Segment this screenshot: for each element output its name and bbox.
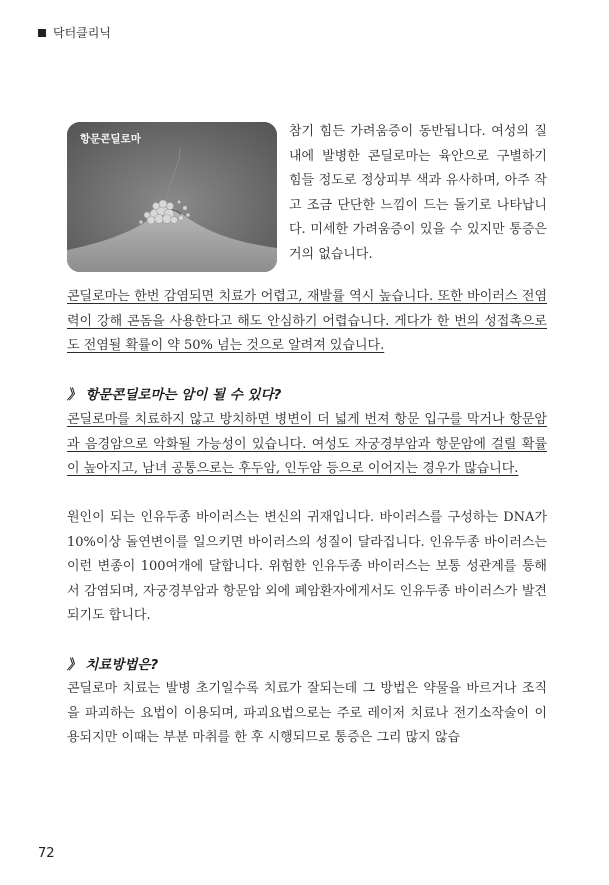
running-header (38, 24, 111, 41)
hpv-variant-paragraph: 원인이 되는 인유두종 바이러스는 변신의 귀재입니다. 바이러스를 구성하는 DNA가 10%이상 돌연변이를 일으키면 바이러스의 성질이 달라집니다. 인유두종 바이러스는 이런 변종이 100여개에 달합니다. 위험한 인유두종 바이러스는 보통 성관계를 통해서 감염되며, 자궁경부암과 항문암 외에 폐암환자에게서도 인유두종 바이러스가 발견되기도 합니다. (67, 510, 547, 623)
treatment-paragraph: 콘딜로마 치료는 발병 초기일수록 치료가 잘되는데 그 방법은 약물을 바르거나 조직을 파괴하는 요법이 이용되며, 파괴요법으로는 주로 레이저 치료나 전기소작술이 이용되지만 이때는 부분 마취를 한 후 시행되므로 통증은 그리 많지 않습 (67, 681, 547, 745)
recurrence-paragraph: 콘딜로마는 한번 감염되면 치료가 어렵고, 재발률 역시 높습니다. 또한 바이러스 전염력이 강해 콘돔을 사용한다고 해도 안심하기 어렵습니다. 게다가 한 번의 성접촉으로도 전염될 확률이 약 50% 넘는 것으로 알려져 있습니다. (67, 289, 547, 353)
page-number: 72 (38, 846, 55, 861)
section-heading-treatment: 》 치료방법은? (67, 657, 159, 673)
running-header-title: 닥터클리닉 (53, 26, 111, 40)
intro-paragraph: 참기 힘든 가려움증이 동반됩니다. 여성의 질 내에 발병한 콘딜로마는 육안으로 구별하기 힘들 정도로 정상피부 색과 유사하며, 아주 작고 조금 단단한 느낌이 드는 돌기로 나타납니다. 미세한 가려움증이 있을 수 있지만 통증은 거의 없습니다. (289, 124, 547, 262)
cancer-risk-paragraph: 콘딜로마를 치료하지 않고 방치하면 병변이 더 넓게 번져 항문 입구를 막거나 항문암과 음경암으로 악화될 가능성이 있습니다. 여성도 자궁경부암과 항문암에 걸릴 확률이 높아지고, 남녀 공통으로는 후두암, 인두암 등으로 이어지는 경우가 많습니다. (67, 412, 547, 476)
anal-condyloma-illustration (67, 122, 277, 272)
figure-label: 항문콘딜로마 (80, 133, 141, 145)
section-heading-cancer-risk: 》 항문콘딜로마는 암이 될 수 있다? (67, 387, 282, 403)
square-bullet-icon (38, 29, 46, 37)
